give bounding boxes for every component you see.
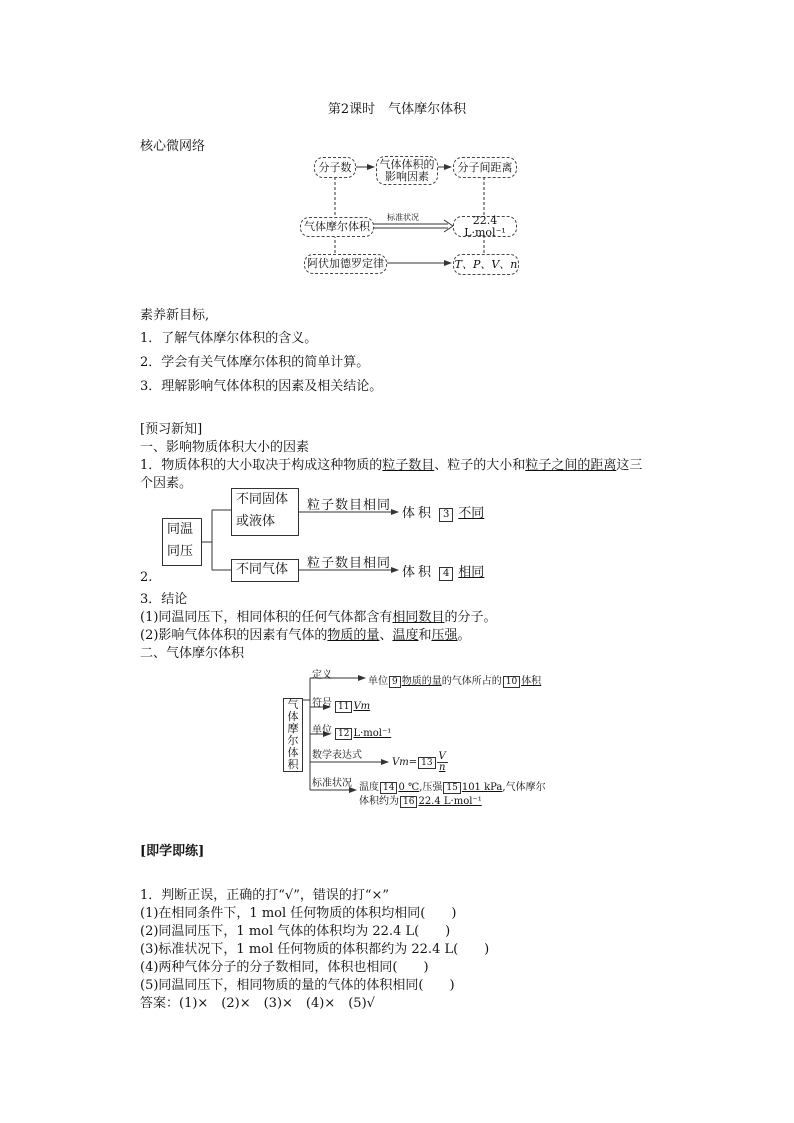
node-fenzishu: 分子数 bbox=[314, 157, 356, 178]
def-c: 的气体所占的 bbox=[441, 676, 502, 687]
std-cond-label: 标准状况 bbox=[312, 778, 352, 789]
para-2: 2. bbox=[140, 570, 153, 585]
blank-pressure: 压强 bbox=[431, 628, 458, 643]
blank-num-9: 9 bbox=[389, 676, 401, 688]
std-e: ,气体摩尔 bbox=[502, 782, 546, 793]
blank-temp-value: 0 ℃ bbox=[398, 782, 420, 793]
network-heading: 核心微网络 bbox=[140, 139, 206, 154]
blank-num-14: 14 bbox=[380, 782, 397, 794]
blank-ans-3: 不同 bbox=[458, 506, 485, 521]
vchar-2: 体 bbox=[287, 710, 299, 723]
section-1-title: 一、影响物质体积大小的因素 bbox=[140, 440, 310, 455]
def-label: 定义 bbox=[312, 670, 332, 681]
std-row-2 bbox=[359, 792, 482, 808]
molar-volume-vertical-box bbox=[283, 698, 303, 772]
node-factors bbox=[376, 156, 438, 185]
blank-ans-4: 相同 bbox=[458, 565, 485, 580]
unit-row bbox=[334, 728, 391, 740]
practice-item-1: (1)在相同条件下，1 mol 任何物质的体积均相同( ) bbox=[140, 906, 457, 921]
c1-c: 的分子。 bbox=[444, 610, 497, 625]
result-row-2 bbox=[402, 561, 484, 581]
conclusion-2 bbox=[140, 624, 471, 643]
goal-item-1: 1．了解气体摩尔体积的含义。 bbox=[140, 331, 318, 346]
node-factors-line2: 影响因素 bbox=[385, 169, 429, 183]
arrow-label-2: 粒子数目相同 bbox=[307, 556, 392, 571]
expr-denominator: n bbox=[438, 762, 446, 773]
node-distance: 分子间距离 bbox=[453, 157, 517, 178]
goals-heading: 素养新目标, bbox=[140, 308, 210, 323]
expr-fraction bbox=[437, 752, 448, 773]
para-3: 3．结论 bbox=[140, 592, 188, 607]
node-tpvn: T、P、V、n bbox=[453, 254, 519, 275]
solid-l1: 不同固体 bbox=[236, 492, 289, 507]
vchar-6: 积 bbox=[287, 758, 299, 771]
blank-molar-volume-value: 22.4 L·mol⁻¹ bbox=[418, 796, 482, 807]
practice-item-4: (4)两种气体分子的分子数相同，体积也相同( ) bbox=[140, 960, 429, 975]
conclusion-1 bbox=[140, 606, 496, 625]
para-1-c: 、粒子的大小和 bbox=[434, 458, 526, 473]
std-label: 标准状况 bbox=[387, 213, 419, 222]
c2-c: 、 bbox=[379, 628, 393, 643]
blank-symbol: Vm bbox=[353, 701, 371, 712]
blank-amount: 物质的量 bbox=[327, 628, 380, 643]
expr-label: 数学表达式 bbox=[312, 750, 362, 761]
practice-item-2: (2)同温同压下，1 mol 气体的体积均为 22.4 L( ) bbox=[140, 924, 451, 939]
c2-a: (2)影响气体体积的因素有气体的 bbox=[140, 628, 328, 643]
node-avogadro: 阿伏加德罗定律 bbox=[304, 254, 387, 274]
practice-item-3: (3)标准状况下，1 mol 任何物质的体积都约为 22.4 L( ) bbox=[140, 942, 490, 957]
blank-num-4: 4 bbox=[439, 567, 453, 581]
vchar-1: 气 bbox=[287, 698, 299, 711]
para-1-cont: 个因素。 bbox=[140, 476, 193, 491]
def-a: 单位 bbox=[368, 676, 388, 687]
result-row-1 bbox=[402, 502, 484, 522]
blank-volume: 体积 bbox=[521, 676, 542, 687]
blank-unit: L·mol⁻¹ bbox=[353, 728, 392, 739]
question-1: 1．判断正误，正确的打“√”，错误的打“×” bbox=[140, 888, 390, 903]
page-title: 第2课时 气体摩尔体积 bbox=[327, 102, 467, 117]
expr-a: Vm= bbox=[392, 757, 418, 768]
solid-liquid-box bbox=[231, 488, 299, 536]
c1-a: (1)同温同压下，相同体积的任何气体都含有 bbox=[140, 610, 393, 625]
para-1-e: 这三 bbox=[616, 458, 643, 473]
vol-2: 体积 bbox=[402, 565, 435, 580]
expr-numerator: V bbox=[438, 751, 446, 762]
blank-num-16: 16 bbox=[400, 796, 417, 808]
practice-heading: [即学即练] bbox=[140, 844, 205, 859]
blank-num-10: 10 bbox=[503, 676, 520, 688]
same-temp-pressure-box bbox=[162, 518, 202, 566]
def-row bbox=[368, 672, 541, 688]
c2-g: 。 bbox=[457, 628, 471, 643]
blank-num-3: 3 bbox=[439, 508, 453, 522]
unit-label: 单位 bbox=[312, 725, 332, 736]
goal-item-3: 3．理解影响气体体积的因素及相关结论。 bbox=[140, 379, 383, 394]
gas-box: 不同气体 bbox=[231, 559, 299, 582]
blank-temperature: 温度 bbox=[392, 628, 419, 643]
answer-line: 答案：(1)× (2)× (3)× (4)× (5)√ bbox=[140, 996, 375, 1011]
blank-particle-distance: 粒子之间的距离 bbox=[525, 458, 617, 473]
para-1-a: 1．物质体积的大小取决于构成这种物质的 bbox=[140, 458, 383, 473]
sym-row bbox=[334, 701, 370, 713]
same-pressure: 同压 bbox=[167, 544, 194, 559]
blank-num-11: 11 bbox=[335, 701, 352, 713]
node-molar-volume: 气体摩尔体积 bbox=[300, 217, 374, 237]
blank-num-12: 12 bbox=[335, 728, 352, 740]
blank-num-13: 13 bbox=[418, 757, 435, 769]
goal-item-2: 2．学会有关气体摩尔体积的简单计算。 bbox=[140, 355, 370, 370]
practice-item-5: (5)同温同压下，相同物质的量的气体的体积相同( ) bbox=[140, 978, 455, 993]
blank-pressure-value: 101 kPa bbox=[461, 782, 503, 793]
vchar-5: 体 bbox=[287, 746, 299, 759]
same-temp: 同温 bbox=[167, 522, 194, 537]
para-1 bbox=[140, 454, 642, 473]
c2-e: 和 bbox=[418, 628, 432, 643]
arrow-label-1: 粒子数目相同 bbox=[307, 498, 392, 513]
std-c: ,压强 bbox=[419, 782, 443, 793]
preview-heading: [预习新知] bbox=[140, 422, 203, 437]
blank-num-15: 15 bbox=[443, 782, 460, 794]
std-f: 体积约为 bbox=[359, 796, 399, 807]
solid-l2: 或液体 bbox=[236, 514, 276, 529]
blank-amount-of-substance: 物质的量 bbox=[401, 676, 442, 687]
vol-1: 体积 bbox=[402, 506, 435, 521]
node-224: 22.4 L·mol⁻¹ bbox=[453, 216, 517, 237]
vchar-3: 摩 bbox=[287, 722, 299, 735]
blank-particle-count: 粒子数目 bbox=[382, 458, 435, 473]
vchar-4: 尔 bbox=[287, 734, 299, 747]
expr-row bbox=[392, 752, 448, 773]
node-factors-line1: 气体体积的 bbox=[379, 157, 435, 171]
sym-label: 符号 bbox=[312, 698, 332, 709]
std-a: 温度 bbox=[359, 782, 379, 793]
blank-same-number: 相同数目 bbox=[392, 610, 445, 625]
section-2-title: 二、气体摩尔体积 bbox=[140, 646, 245, 661]
